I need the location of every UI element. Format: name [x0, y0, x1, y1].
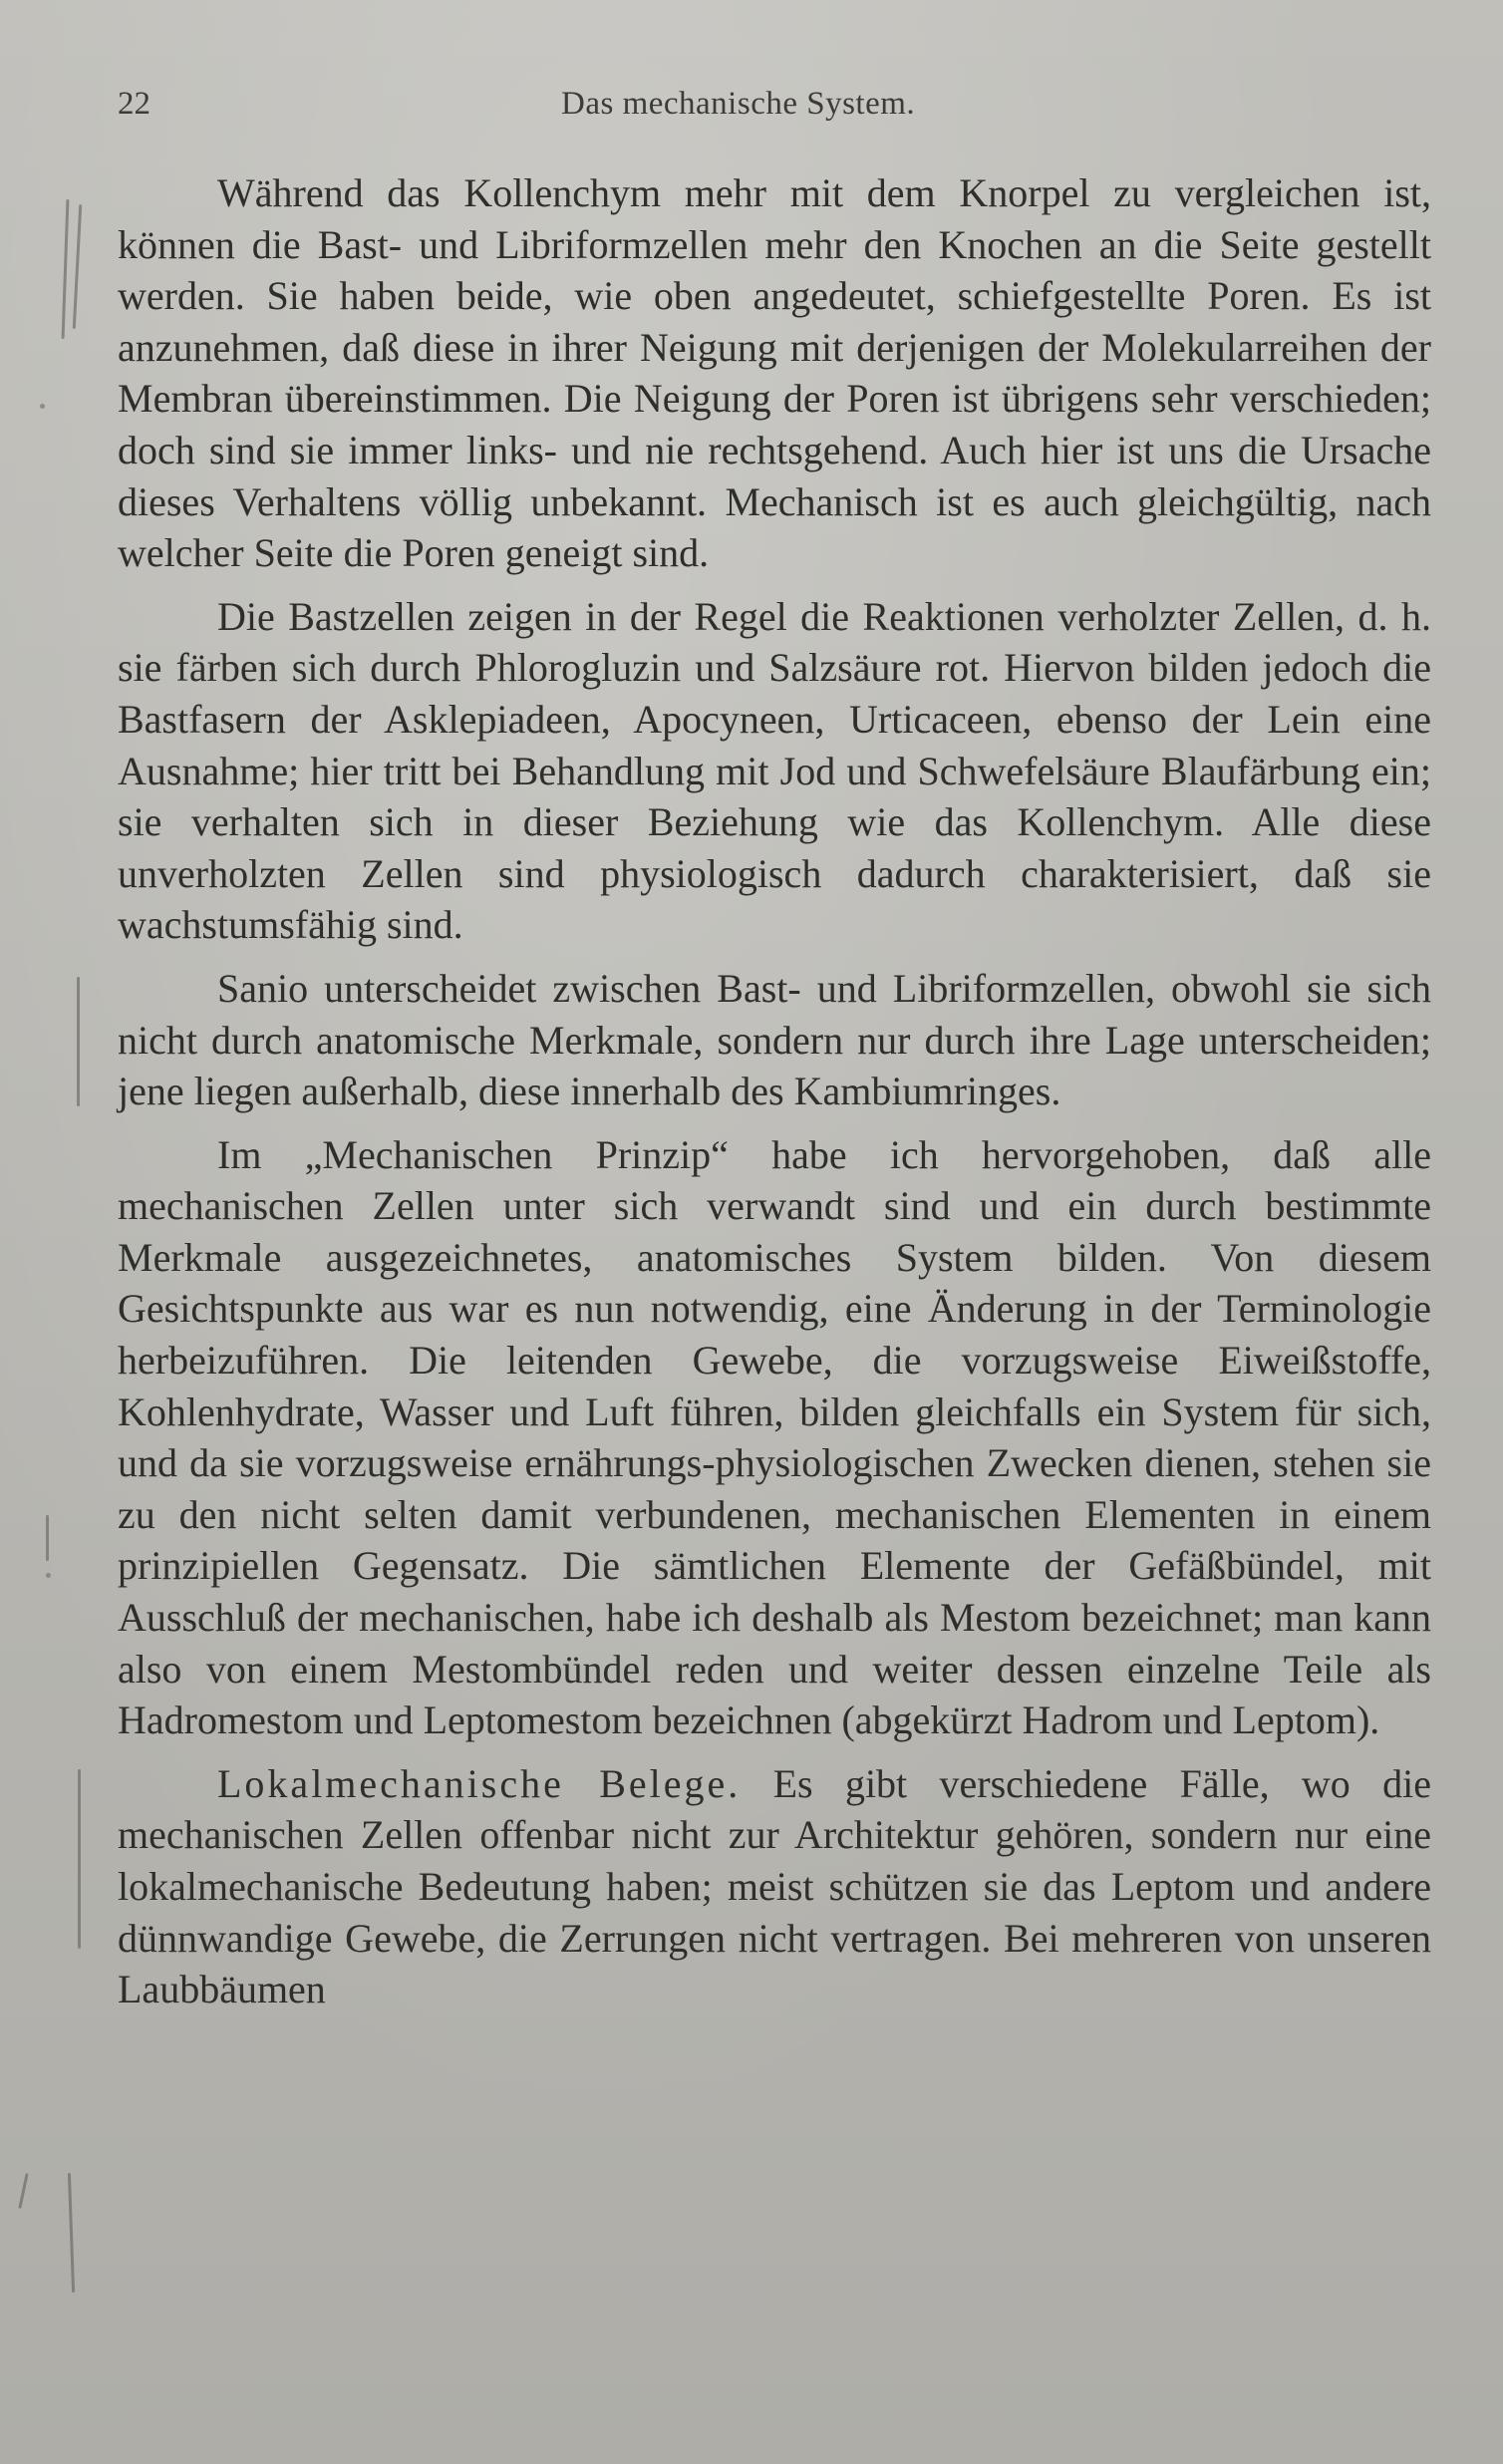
paragraph-bastzellen: [118, 591, 1431, 951]
pencil-mark: [77, 977, 80, 1106]
paragraph-text: Im „Mechanischen Prinzip“ habe ich hervorgehoben, daß alle mechanischen Zellen unter sich verwandt sind und ein durch bestimmte Merkmale ausgezeichnetes, anatomisches System bilden. Von diesem Gesichtspunkte aus war es nun notwendig, eine Änderung in der Terminologie herbeizuführen. Die leitenden Gewebe, die vorzugsweise Eiweißstoffe, Kohlenhydrate, Wasser und Luft führen, bilden gleichfalls ein System für sich, und da sie vorzugsweise ernährungs-physiologischen Zwecken dienen, stehen sie zu den nicht selten damit verbundenen, mechanischen Elementen in einem prinzipiellen Gegensatz. Die sämtlichen Elemente der Gefäßbündel, mit Ausschluß der mechanischen, habe ich deshalb als Mestom bezeichnet; man kann also von einem Mestombündel reden und weiter dessen einzelne Teile als Hadromestom und Leptomestom bezeichnen (abgekürzt Hadrom und Leptom).: [118, 1131, 1431, 1743]
paragraph-mechanisches-prinzip: [118, 1129, 1431, 1746]
section-heading: Lokalmechanische Belege.: [217, 1760, 742, 1806]
pencil-mark: [46, 1515, 49, 1561]
pencil-mark: [78, 1769, 81, 1949]
paragraph-sanio: [118, 963, 1431, 1117]
paragraph-text: Während das Kollenchym mehr mit dem Knorpel zu vergleichen ist, können die Bast- und Libriformzellen mehr den Knochen an die Seite gestellt werden. Sie haben beide, wie oben angedeutet, schiefgestellte Poren. Es ist anzunehmen, daß diese in ihrer Neigung mit derjenigen der Molekularreihen der Membran übereinstimmen. Die Neigung der Poren ist übrigens sehr verschieden; doch sind sie immer links- und nie rechtsgehend. Auch hier ist uns die Ursache dieses Verhaltens völlig unbekannt. Mechanisch ist es auch gleichgültig, nach welcher Seite die Poren geneigt sind.: [118, 170, 1431, 576]
page-header: [118, 86, 1433, 136]
paragraph-lokalmechanische-belege: [118, 1758, 1431, 2015]
paragraph-text: Die Bastzellen zeigen in der Regel die Reaktionen verholzter Zellen, d. h. sie färben sich durch Phlorogluzin und Salzsäure rot. Hiervon bilden jedoch die Bastfasern der Asklepiadeen, Apocyneen, Urticaceen, ebenso der Lein eine Ausnahme; hier tritt bei Behandlung mit Jod und Schwefelsäure Blaufärbung ein; sie verhalten sich in dieser Beziehung wie das Kollenchym. Alle diese unverholzten Zellen sind physiologisch dadurch charakterisiert, daß sie wachstumsfähig sind.: [118, 593, 1431, 948]
pencil-dot: [46, 1573, 51, 1578]
pencil-mark: [73, 204, 83, 329]
pencil-mark: [62, 199, 70, 339]
pencil-mark: [18, 2173, 28, 2209]
pencil-mark: [68, 2173, 75, 2293]
paragraph-kollenchym: [118, 167, 1431, 579]
body-text: [118, 167, 1431, 2015]
pencil-dot: [40, 404, 45, 409]
paragraph-text: Sanio unterscheidet zwischen Bast- und Libriformzellen, obwohl sie sich nicht durch anatomische Merkmale, sondern nur durch ihre Lage unterscheiden; jene liegen außerhalb, diese innerhalb des Kambiumringes.: [118, 965, 1431, 1114]
paragraph-text: Es gibt verschiedene Fälle, wo die mechanischen Zellen offenbar nicht zur Architektur gehören, sondern nur eine lokalmechanische Bedeutung haben; meist schützen sie das Leptom und andere dünnwandige Gewebe, die Zerrungen nicht vertragen. Bei mehreren von unseren Laubbäumen: [118, 1760, 1432, 2012]
running-head: Das mechanische System.: [561, 86, 916, 122]
page-number: 22: [118, 86, 150, 122]
